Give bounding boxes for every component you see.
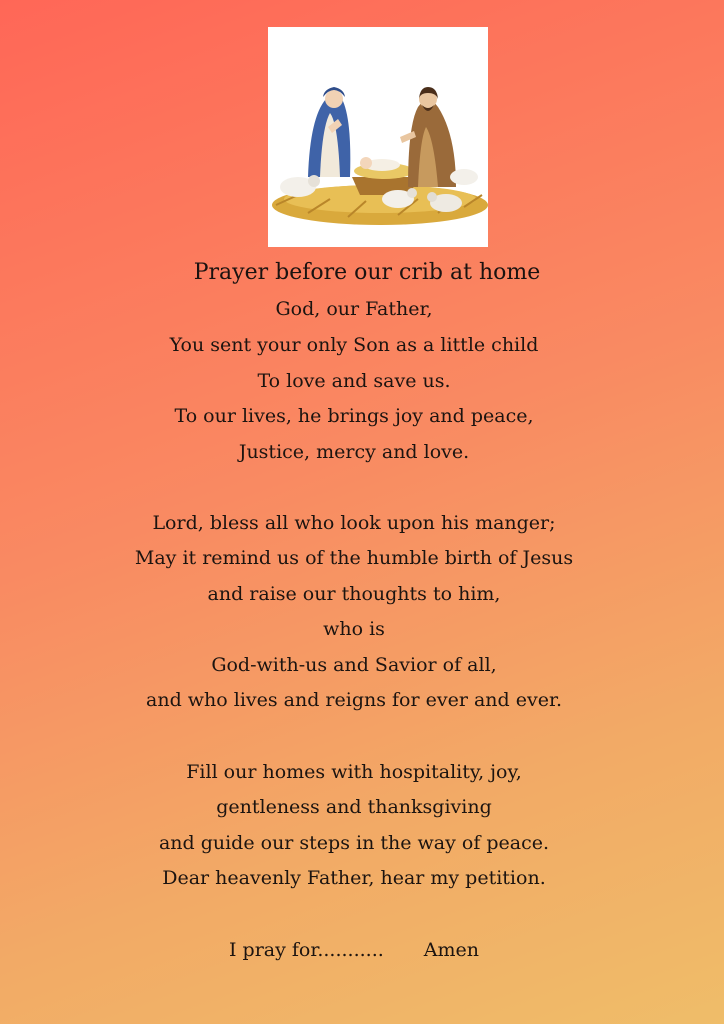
prayer-line: and who lives and reigns for ever and ever.: [146, 689, 562, 711]
amen-text: Amen: [423, 939, 479, 961]
pray-for-text: I pray for...........: [228, 939, 384, 961]
prayer-line: To our lives, he brings joy and peace,: [174, 405, 534, 427]
prayer-line: May it remind us of the humble birth of Jesus: [134, 547, 574, 569]
prayer-line: You sent your only Son as a little child: [169, 334, 539, 356]
prayer-line: Lord, bless all who look upon his manger;: [152, 512, 556, 534]
prayer-line: God, our Father,: [275, 298, 433, 320]
prayer-line: gentleness and thanksgiving: [216, 796, 492, 818]
prayer-line: To love and save us.: [257, 370, 451, 392]
prayer-line: Dear heavenly Father, hear my petition.: [162, 867, 546, 889]
prayer-line: Fill our homes with hospitality, joy,: [186, 761, 522, 783]
prayer-title: Prayer before our crib at home: [193, 260, 541, 285]
nativity-scene-illustration: [268, 27, 488, 247]
prayer-line: and raise our thoughts to him,: [207, 583, 501, 605]
prayer-line: and guide our steps in the way of peace.: [158, 832, 550, 854]
prayer-line: God-with-us and Savior of all,: [211, 654, 497, 676]
prayer-line: Justice, mercy and love.: [238, 441, 470, 463]
closing-row: [0, 935, 708, 965]
prayer-line: who is: [323, 618, 385, 640]
nativity-image: [268, 27, 488, 247]
